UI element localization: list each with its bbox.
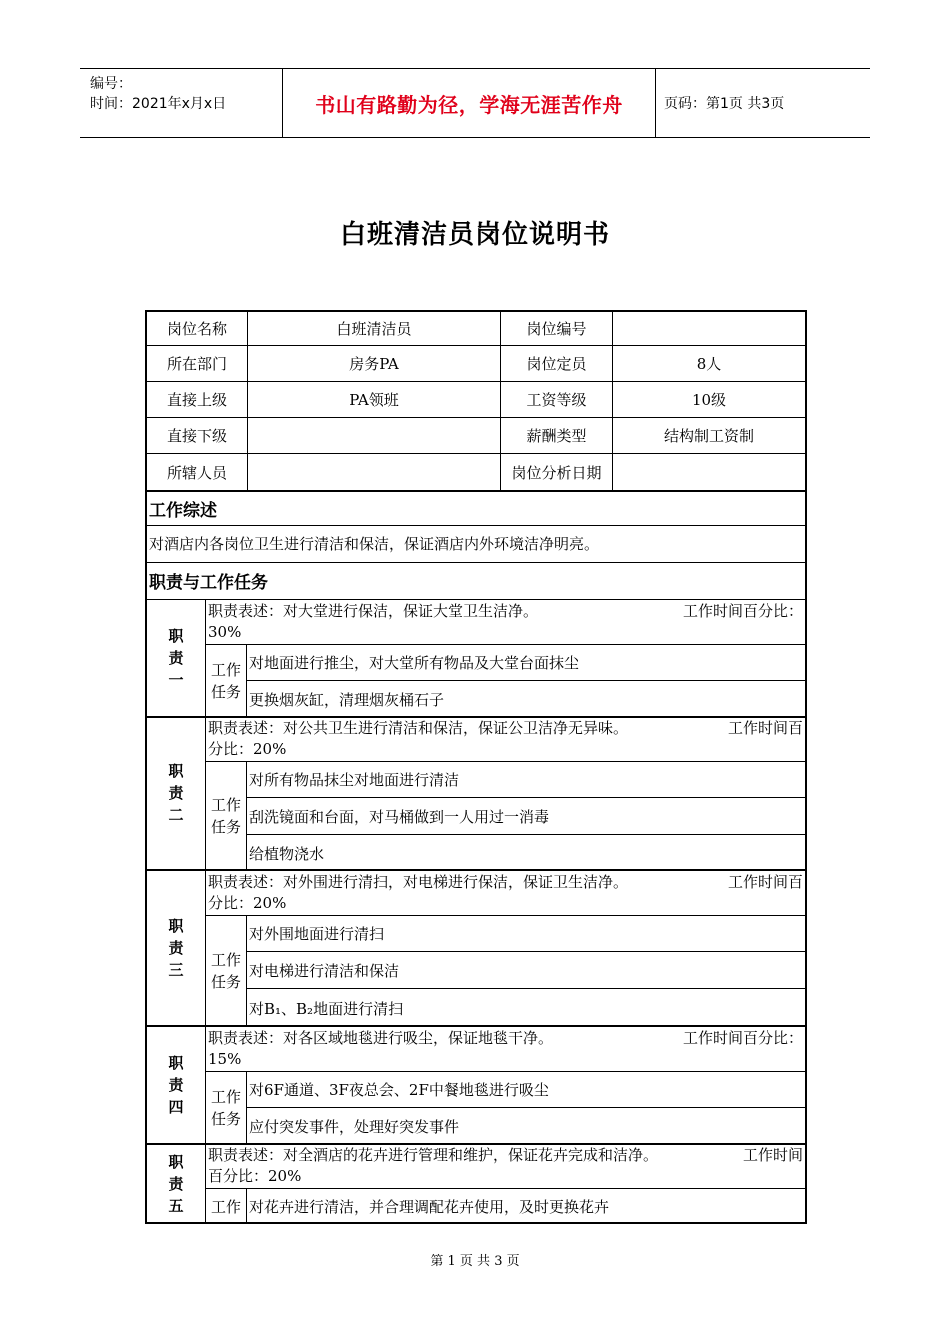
duty-label: 职责一 [168, 627, 184, 689]
info-value [248, 454, 500, 490]
duty-description-text: 职责表述：对公共卫生进行清洁和保洁，保证公卫洁净无异味。 [208, 719, 629, 737]
work-time-percent-label: 工作时间百分比： [682, 1029, 803, 1047]
work-time-percent-label: 工作时间百 [727, 719, 803, 737]
task-item: 对地面进行推尘，对大堂所有物品及大堂台面抹尘 [249, 654, 580, 672]
task-label: 工作任务 [210, 660, 241, 701]
duty-description-text: 职责表述：对大堂进行保洁，保证大堂卫生洁净。 [208, 602, 539, 620]
task-item: 对外围地面进行清扫 [249, 925, 385, 943]
info-value: 结构制工资制 [663, 427, 754, 445]
task-item: 对B₁、B₂地面进行清扫 [249, 999, 404, 1018]
work-time-percent-value: 百分比：20% [208, 1167, 302, 1185]
info-value: PA领班 [349, 391, 399, 409]
task-item: 刮洗镜面和台面，对马桶做到一人用过一消毒 [249, 807, 550, 826]
duty-description [206, 1028, 805, 1071]
info-label: 薪酬类型 [526, 427, 587, 445]
info-value: 10级 [691, 391, 727, 409]
header-motto: 书山有路勤为径，学海无涯苦作舟 [282, 69, 656, 137]
work-time-percent-value: 15% [208, 1050, 242, 1068]
duty-description-text: 职责表述：对外围进行清扫，对电梯进行保洁，保证卫生洁净。 [208, 873, 629, 891]
task-label: 工作任务 [210, 1087, 241, 1128]
info-label: 所辖人员 [166, 463, 227, 482]
job-description-table [145, 310, 807, 1224]
work-time-percent-value: 分比：20% [208, 894, 287, 912]
task-item: 应付突发事件，处理好突发事件 [249, 1117, 460, 1136]
info-value: 房务PA [349, 355, 399, 373]
duty-description [206, 601, 805, 644]
duty-label: 职责五 [168, 1153, 184, 1215]
header-page-number: 页码：第1页 共3页 [664, 96, 785, 112]
work-time-percent-label: 工作时间百 [727, 873, 803, 891]
task-label: 工作任务 [210, 795, 241, 836]
info-label: 岗位定员 [526, 355, 587, 373]
duties-heading: 职责与工作任务 [149, 573, 268, 593]
info-label: 岗位名称 [166, 320, 227, 338]
work-time-percent-value: 30% [208, 623, 242, 641]
info-label: 工资等级 [526, 391, 587, 409]
summary-text: 对酒店内各岗位卫生进行清洁和保洁，保证酒店内外环境洁净明亮。 [149, 535, 600, 553]
info-value: 白班清洁员 [336, 320, 412, 338]
work-time-percent-label: 工作时间百分比： [682, 602, 803, 620]
duty-label: 职责三 [168, 917, 184, 979]
task-label: 工作 [210, 1197, 241, 1216]
task-item: 对电梯进行清洁和保洁 [249, 961, 400, 980]
duty-description [206, 718, 805, 761]
info-value [248, 418, 500, 453]
info-label: 直接下级 [166, 427, 227, 445]
summary-heading: 工作综述 [149, 500, 217, 521]
duty-label: 职责二 [168, 762, 184, 824]
info-value [613, 454, 805, 490]
duty-description [206, 1145, 805, 1188]
task-item: 更换烟灰缸，清理烟灰桶石子 [249, 690, 445, 709]
info-value: 8人 [696, 355, 722, 373]
info-label: 岗位分析日期 [511, 463, 602, 482]
info-label: 直接上级 [166, 391, 227, 409]
task-item: 对所有物品抹尘对地面进行清洁 [249, 771, 460, 789]
task-item: 对花卉进行清洁，并合理调配花卉使用，及时更换花卉 [249, 1198, 610, 1216]
duty-description-text: 职责表述：对各区域地毯进行吸尘，保证地毯干净。 [208, 1029, 554, 1047]
header-meta [80, 69, 282, 137]
work-time-percent-value: 分比：20% [208, 740, 287, 758]
task-item: 给植物浇水 [249, 844, 325, 863]
duty-label: 职责四 [168, 1054, 184, 1116]
task-item: 对6F通道、3F夜总会、2F中餐地毯进行吸尘 [249, 1081, 549, 1099]
duty-description-text: 职责表述：对全酒店的花卉进行管理和维护，保证花卉完成和洁净。 [208, 1146, 659, 1164]
page-footer: 第 1 页 共 3 页 [430, 1254, 520, 1269]
work-time-percent-label: 工作时间 [742, 1146, 803, 1164]
task-label: 工作任务 [210, 950, 241, 991]
document-title: 白班清洁员岗位说明书 [339, 220, 610, 250]
info-label: 所在部门 [166, 355, 227, 373]
time-label: 时间：2021年x月x日 [90, 96, 227, 112]
duty-description [206, 872, 805, 915]
number-label: 编号： [90, 76, 132, 92]
info-value [613, 312, 805, 345]
page-header [80, 68, 870, 138]
info-label: 岗位编号 [526, 320, 587, 338]
